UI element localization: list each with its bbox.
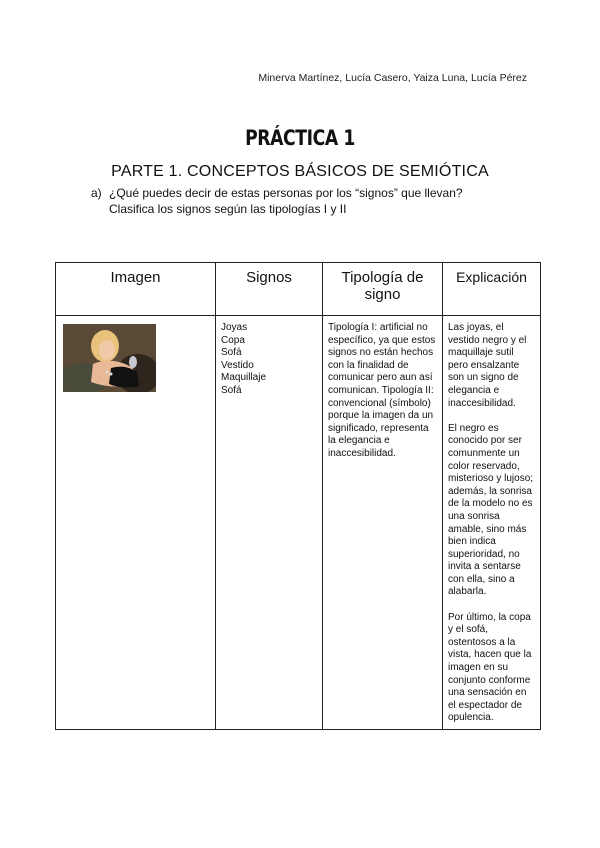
cell-imagen — [56, 316, 216, 730]
signs-table — [55, 262, 541, 730]
question-marker: a) — [91, 186, 102, 200]
explanation-paragraph: El negro es conocido por ser comunmente un color reservado, misterioso y lujoso; además, la sonrisa de la modelo no es una sonrisa amable, sino más bien indica superioridad, no invita a sentarse con ella, sino a alabarla. — [448, 422, 534, 598]
explanation-paragraph: Las joyas, el vestido negro y el maquillaje sutil pero ensalzante son un signo de elegancia e inaccesibilidad. — [448, 322, 527, 409]
sign-item: Joyas — [221, 322, 248, 333]
sign-item: Maquillaje — [221, 372, 267, 384]
authors-line: Minerva Martínez, Lucía Casero, Yaiza Luna, Lucía Pérez — [258, 72, 527, 84]
table-header-row — [56, 263, 541, 316]
section-subtitle: PARTE 1. CONCEPTOS BÁSICOS DE SEMIÓTICA — [111, 163, 489, 180]
header-tipologia: Tipología de signo — [323, 263, 443, 316]
explanation-paragraph: Por último, la copa y el sofá, ostentosos a la vista, hacen que la imagen en su conjunto conforme una sensación en el espectador de opulencia. — [448, 611, 532, 724]
table-row — [56, 316, 541, 730]
model-photo — [63, 324, 156, 392]
sign-item: Copa — [221, 334, 245, 346]
header-signos: Signos — [216, 263, 323, 316]
cell-signos — [216, 316, 323, 730]
sign-item: Sofá — [221, 347, 242, 359]
question-text: ¿Qué puedes decir de estas personas por los “signos” que llevan? — [109, 186, 463, 200]
question-subtext: Clasifica los signos según las tipologías I y II — [109, 202, 347, 216]
page-title: PRÁCTICA 1 — [245, 126, 355, 150]
sign-item: Sofá — [221, 384, 242, 396]
cell-explicacion — [443, 316, 541, 730]
cell-tipologia: Tipología I: artificial no específico, ya que estos signos no están hechos con la finalidad de comunicar pero aun así comunican. Tipología II: convencional (símbolo) porque la imagen da un significado, representa la elegancia e inaccesibilidad. — [323, 316, 443, 730]
header-imagen: Imagen — [56, 263, 216, 316]
question-a — [91, 185, 463, 217]
sign-item: Vestido — [221, 359, 254, 371]
header-explicacion: Explicación — [443, 263, 541, 316]
